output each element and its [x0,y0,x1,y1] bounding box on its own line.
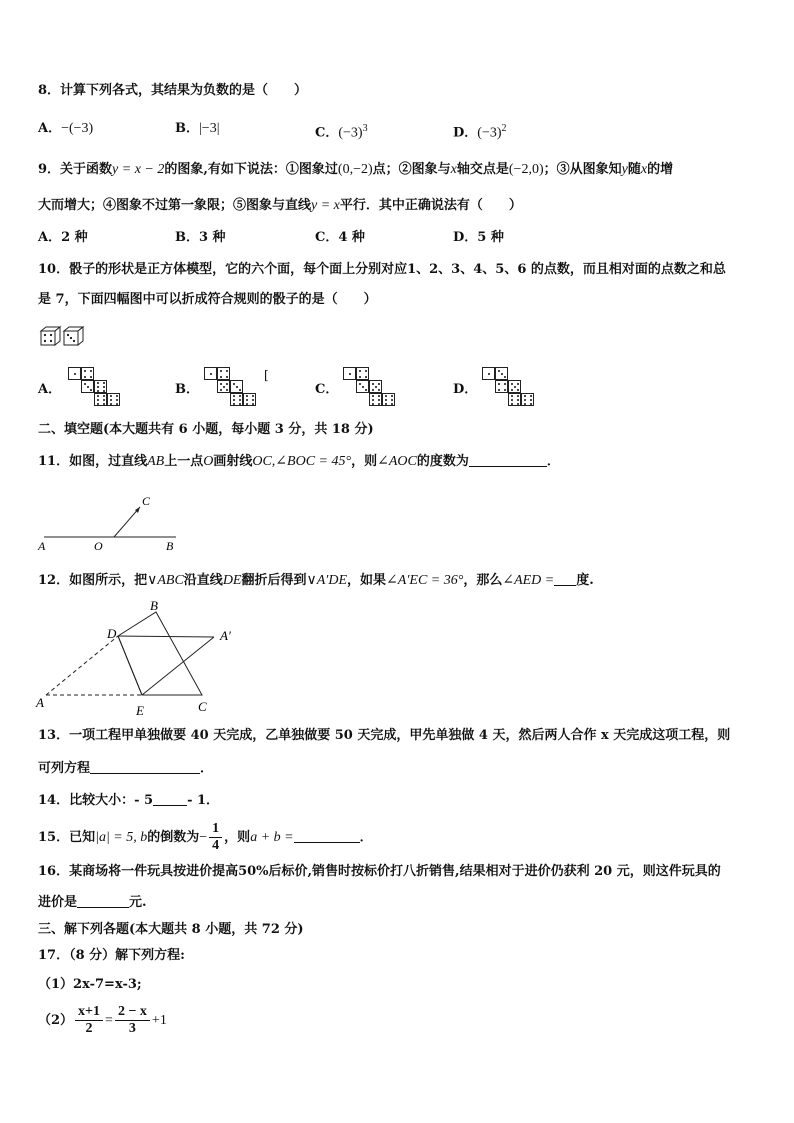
dice-face [68,367,81,380]
dice-pip [504,383,506,385]
dice-pip [378,399,380,401]
dice-pip [349,373,351,375]
dice-pip [498,389,500,391]
dice-pip [246,403,248,405]
dice-pip [220,370,222,372]
dice-pip [210,373,212,375]
dice-pip [110,395,112,397]
dice-pip [511,395,513,397]
dice-pip [239,395,241,397]
dice-pip [90,389,92,391]
dice-face [508,380,521,393]
dice-pip [375,386,377,388]
dice-pip [365,370,367,372]
dice-face [495,367,508,380]
dice-pip [517,395,519,397]
dice-pip [103,386,105,388]
dice-pip [84,376,86,378]
q11-label-b: B [166,539,174,553]
dice-pip [103,399,105,401]
q13-line2: 可列方程 ． [38,761,214,776]
dice-pip [365,389,367,391]
dice-face [356,367,369,380]
dice-pip [226,389,228,391]
dice-pip [524,403,526,405]
q12-text: 12．如图所示，把∨ABC沿直线DE翻折后得到∨A′DE，如果∠A′EC = 36°，那么∠AED = 度. [38,573,594,588]
q17-part1: （1）2x-7=x-3; [38,977,142,992]
dice-pip [365,376,367,378]
dice-face [243,393,256,406]
dice-face [369,380,382,393]
dice-pip [372,403,374,405]
dice-pip [97,390,99,392]
dice-face [482,367,495,380]
dice-pip [511,399,513,401]
dice-pip [252,403,254,405]
dice-pip [378,389,380,391]
dice-pip [372,389,374,391]
q11-text: 11．如图，过直线AB上一点O画射线OC,∠BOC = 45°，则∠AOC的度数为 ． [38,454,560,469]
dice-pip [511,389,513,391]
dice-pip [97,403,99,405]
dice-pip [252,395,254,397]
q13-answer-blank[interactable] [90,760,200,774]
dice-icon [40,325,84,347]
q12-figure [34,598,244,722]
q12-label-a: A [36,695,44,710]
dice-pip [385,403,387,405]
dice-pip [103,395,105,397]
q14-text: 14．比较大小：- 5 - 1． [38,793,220,808]
dice-pip [378,383,380,385]
dice-pip [524,395,526,397]
dice-face [81,367,94,380]
q10-line1: 10．骰子的形状是正方体模型，它的六个面，每个面上分别对应1、2、3、4、5、6 的点数，而且相对面的点数之和总 [38,262,726,277]
q11-label-a: A [38,539,46,553]
q12-answer-blank[interactable] [554,572,576,586]
dice-pip [220,383,222,385]
dice-pip [517,383,519,385]
dice-pip [378,403,380,405]
dice-pip [391,399,393,401]
dice-pip [233,403,235,405]
dice-pip [116,399,118,401]
dice-pip [103,390,105,392]
dice-pip [372,399,374,401]
dice-pip [359,370,361,372]
dice-pip [116,395,118,397]
dice-pip [226,376,228,378]
q17-stem: 17．（8 分）解下列方程: [38,948,185,963]
dice-pip [90,370,92,372]
q9-line2: 大而增大；④图象不过第一象限；⑤图象与直线y = x平行．其中正确说法有（ ） [38,198,522,213]
dice-pip [103,403,105,405]
dice-pip [504,376,506,378]
dice-pip [530,395,532,397]
dice-pip [223,386,225,388]
dice-face [81,380,94,393]
dice-pip [517,399,519,401]
dice-face [230,380,243,393]
q11-label-o: O [94,539,103,553]
dice-pip [391,403,393,405]
q14-answer-blank[interactable] [153,792,187,806]
dice-pip [239,399,241,401]
q12-label-e: E [136,703,144,718]
dice-pip [220,376,222,378]
dice-pip [514,386,516,388]
dice-pip [239,403,241,405]
dice-face [204,367,217,380]
q11-label-c: C [142,494,151,508]
dice-pip [362,386,364,388]
dice-pip [226,370,228,372]
dice-pip [233,399,235,401]
dice-pip [511,383,513,385]
q15-fraction: $\frac{1}{4}$ [209,821,222,854]
dice-pip [391,395,393,397]
q8-option-c: C．$(-3)^3$ [315,123,368,141]
q11-figure [36,492,186,554]
dice-pip [517,389,519,391]
dice-pip [97,395,99,397]
q9-option-b: B．3 种 [175,230,226,245]
dice-pip [97,399,99,401]
dice-pip [246,399,248,401]
q10-option-a: A． [38,382,62,397]
q16-line1: 16．某商场将一件玩具按进价提高50%后标价,销售时按标价打八折销售,结果相对于进价仍获利 20 元，则这件玩具的 [38,864,721,879]
q17-fraction-left: $\frac{x+1}{2}$ [75,1004,103,1037]
dice-face [217,380,230,393]
q8-stem: 8．计算下列各式，其结果为负数的是（ ） [38,83,308,98]
dice-pip [498,383,500,385]
dice-pip [110,399,112,401]
q12-label-a-prime: A′ [220,628,231,643]
dice-pip [74,373,76,375]
q11-answer-blank[interactable] [469,453,547,467]
q10-option-d: D． [453,382,478,397]
q9-option-d: D．5 种 [453,230,504,245]
dice-pip [372,395,374,397]
q10-line2: 是 7，下面四幅图中可以折成符合规则的骰子的是（ ） [38,292,377,307]
q8-option-a: A．−(−3) [38,121,94,136]
dice-pip [239,389,241,391]
dice-face [343,367,356,380]
dice-pip [233,395,235,397]
q9-option-a: A．2 种 [38,230,88,245]
q10-option-c: C． [315,382,339,397]
dice-pip [385,395,387,397]
dice-pip [530,399,532,401]
dice-pip [236,386,238,388]
q10-option-b: B． [175,382,199,397]
q8-option-d: D．$(-3)^2$ [453,123,507,141]
dice-face [217,367,230,380]
stray-bracket: [ [264,368,269,382]
dice-pip [246,395,248,397]
q16-answer-blank[interactable] [77,894,129,908]
dice-pip [511,403,513,405]
dice-pip [524,399,526,401]
dice-face [94,393,107,406]
q15-answer-blank[interactable] [294,829,360,843]
dice-face [382,393,395,406]
dice-face [521,393,534,406]
q17-fraction-right: $\frac{2 - x}{3}$ [115,1004,150,1037]
dice-pip [226,383,228,385]
dice-pip [385,399,387,401]
dice-pip [84,383,86,385]
dice-pip [359,383,361,385]
dice-pip [97,382,99,384]
dice-pip [530,403,532,405]
q13-line1: 13．一项工程甲单独做要 40 天完成，乙单独做要 50 天完成，甲先单独做 4 天，然后两人合作 x 天完成这项工程，则 [38,728,731,743]
section-2-heading: 二、填空题(本大题共有 6 小题，每小题 3 分，共 18 分) [38,422,374,437]
dice-pip [359,376,361,378]
dice-face [495,380,508,393]
q9-line1: 9．关于函数y = x − 2的图象,有如下说法：①图象过(0,−2)点；②图象与x轴交点是(−2,0)；③从图象知y随x的增 [38,162,674,177]
dice-pip [84,370,86,372]
q16-line2: 进价是 元. [38,895,147,910]
dice-pip [498,370,500,372]
dice-pip [488,373,490,375]
dice-pip [110,403,112,405]
q12-label-b: B [150,598,158,613]
dice-face [94,380,107,393]
dice-pip [517,403,519,405]
dice-face [356,380,369,393]
dice-pip [501,373,503,375]
dice-face [369,393,382,406]
dice-face [230,393,243,406]
q12-label-d: D [107,626,117,641]
dice-pip [220,389,222,391]
dice-pip [252,399,254,401]
dice-pip [504,389,506,391]
dice-pip [372,383,374,385]
q12-label-c: C [198,699,207,714]
dice-pip [233,383,235,385]
dice-pip [90,376,92,378]
dice-pip [97,386,99,388]
section-3-heading: 三、解下列各题(本大题共 8 小题，共 72 分) [38,922,304,937]
q15-text: 15．已知|a| = 5, b的倒数为− $\frac{1}{4}$ ，则a + b = ． [38,821,373,853]
dice-face [508,393,521,406]
q9-option-c: C．4 种 [315,230,365,245]
dice-pip [87,386,89,388]
dice-pip [378,395,380,397]
dice-face [107,393,120,406]
q17-part2: （2） $\frac{x+1}{2}$ = $\frac{2 - x}{3}$ +1 [38,1004,167,1036]
dice-pip [116,403,118,405]
q8-option-b: B．|−3| [175,121,220,136]
dice-pip [103,382,105,384]
